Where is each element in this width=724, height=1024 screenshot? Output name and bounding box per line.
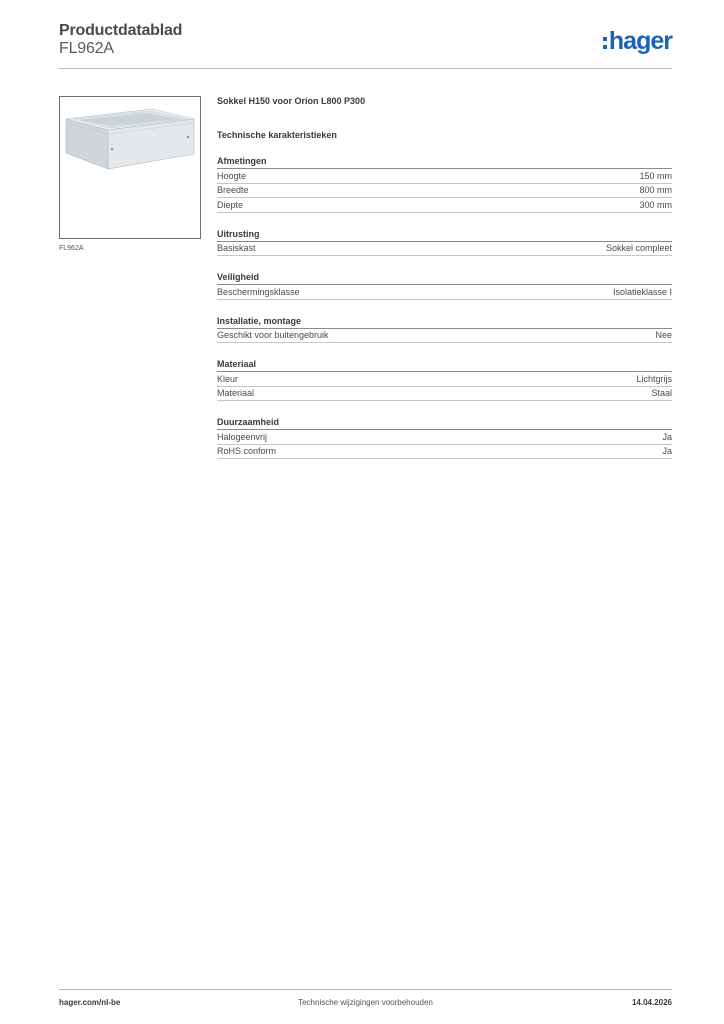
spec-row: [217, 430, 672, 445]
group-title: Duurzaamheid: [217, 417, 280, 427]
spec-label: Basiskast: [217, 243, 256, 254]
spec-value: Sokkel compleet: [605, 243, 672, 254]
header-divider: [59, 68, 672, 69]
spec-label: Geschikt voor buitengebruik: [217, 330, 329, 341]
group-title: Uitrusting: [217, 228, 260, 239]
spec-value: 300 mm: [639, 199, 672, 210]
spec-value: Staal: [651, 388, 672, 399]
product-code: FL962A: [59, 40, 114, 57]
spec-group-duurzaamheid: [217, 417, 672, 459]
spec-value: Nee: [655, 330, 672, 341]
spec-group-uitrusting: [217, 229, 672, 257]
spec-row: [217, 198, 672, 213]
page-header: [59, 22, 672, 68]
spec-label: RoHS conform: [217, 446, 277, 457]
product-name: Sokkel H150 voor Orion L800 P300: [217, 96, 366, 106]
group-title: Afmetingen: [217, 156, 267, 166]
spec-label: Breedte: [217, 185, 249, 196]
spec-row: [217, 285, 672, 300]
spec-row: [217, 372, 672, 387]
spec-value: 800 mm: [639, 185, 672, 196]
spec-label: Diepte: [217, 199, 244, 210]
spec-row: [217, 329, 672, 344]
spec-label: Beschermingsklasse: [217, 286, 300, 297]
spec-label: Halogeenvrij: [217, 431, 268, 442]
section-title: Technische karakteristieken: [217, 130, 337, 140]
spec-row: [217, 387, 672, 402]
spec-group-veiligheid: [217, 272, 672, 300]
spec-row: [217, 445, 672, 460]
spec-label: Hoogte: [217, 170, 247, 181]
spec-value: Ja: [662, 431, 672, 442]
group-title: Veiligheid: [217, 272, 260, 282]
hager-logo: [603, 28, 672, 54]
spec-label: Kleur: [217, 373, 239, 384]
spec-row: [217, 184, 672, 199]
spec-row: [217, 242, 672, 257]
group-title: Materiaal: [217, 359, 257, 369]
spec-value: Ja: [662, 446, 672, 457]
logo-text: hager: [608, 27, 672, 55]
footer-divider: [59, 989, 672, 990]
spec-group-materiaal: [217, 359, 672, 401]
page-footer: [59, 998, 672, 1010]
spec-value: Isolatieklasse I: [612, 286, 672, 297]
spec-value: Lichtgrijs: [636, 373, 672, 384]
document-title: Productdatablad: [59, 22, 183, 39]
footer-date: 14.04.2026: [631, 998, 672, 1007]
spec-label: Materiaal: [217, 388, 255, 399]
spec-row: [217, 169, 672, 184]
spec-group-afmetingen: [217, 156, 672, 213]
product-details: [217, 96, 672, 459]
footer-website-link[interactable]: hager.com/nl-be: [59, 998, 121, 1007]
footer-notice: Technische wijzigingen voorbehouden: [298, 998, 433, 1007]
spec-group-installatie: [217, 316, 672, 344]
spec-value: 150 mm: [639, 170, 672, 181]
product-image: [59, 96, 201, 239]
group-title: Installatie, montage: [217, 315, 302, 326]
logo-dots-icon: [603, 37, 607, 49]
image-caption: FL962A: [59, 245, 84, 252]
